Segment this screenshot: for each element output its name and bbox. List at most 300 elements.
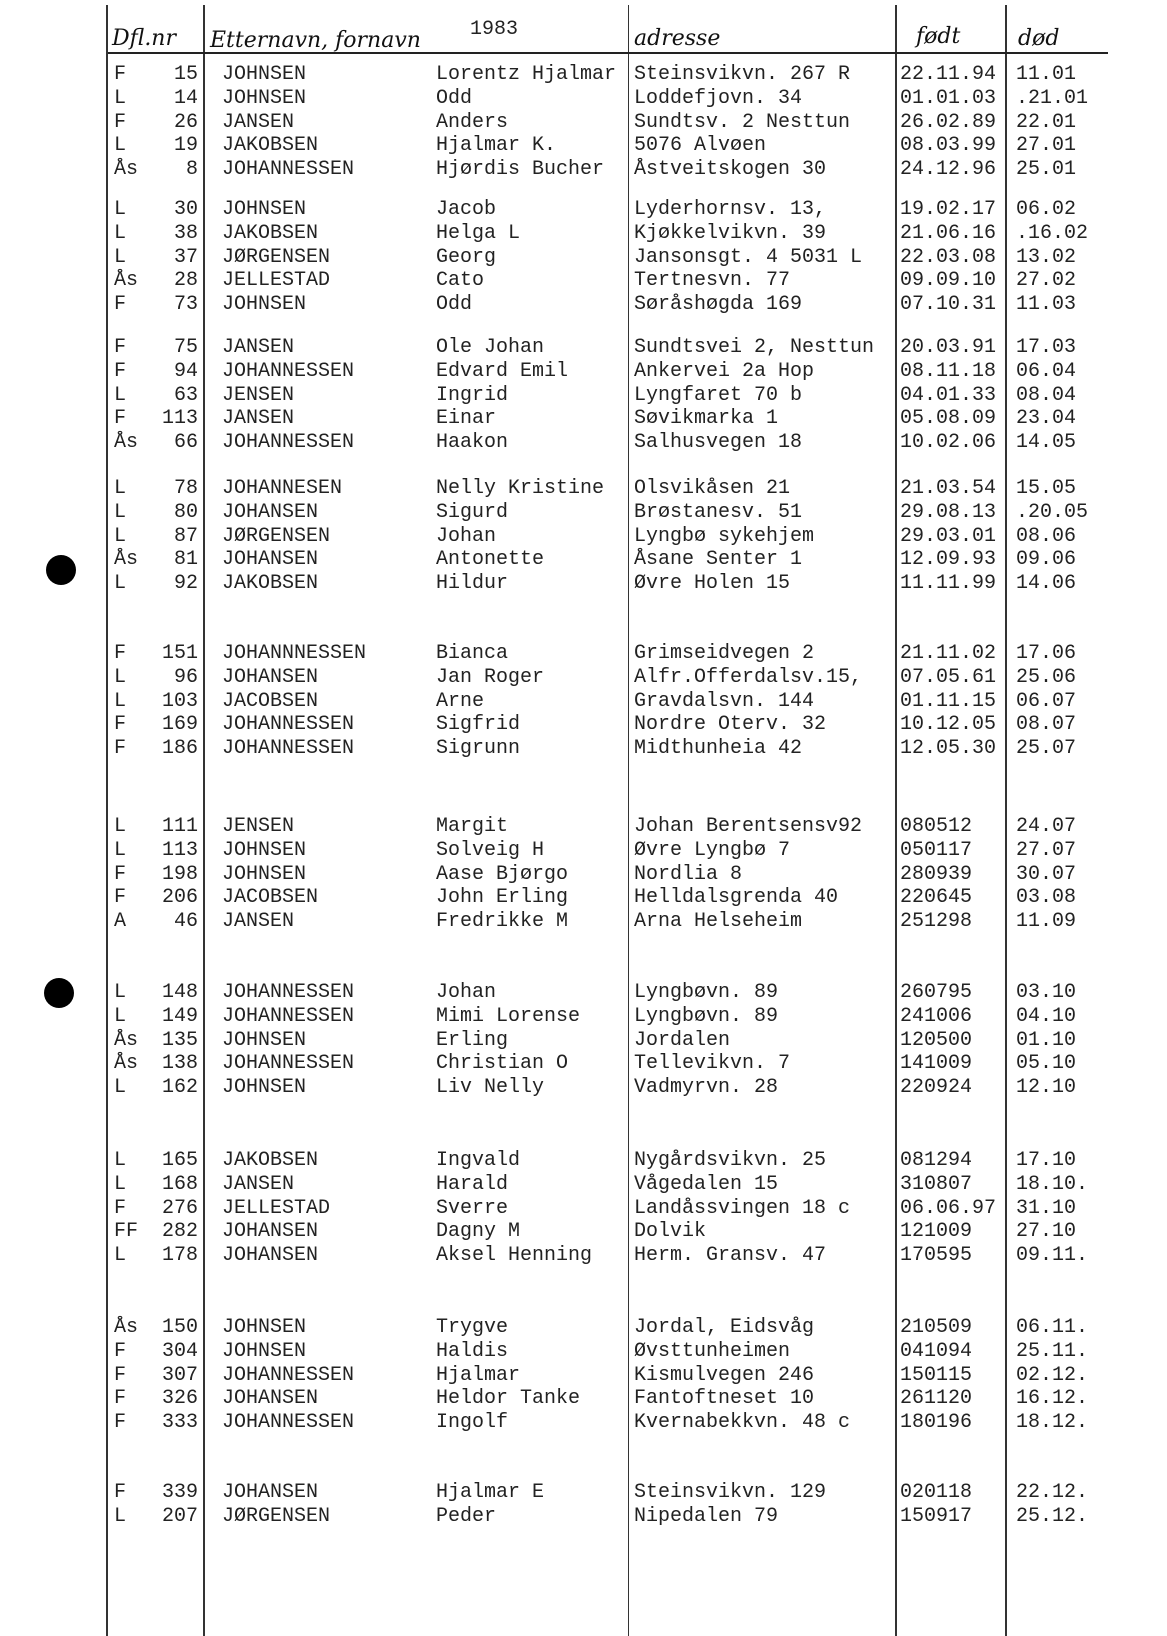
surname: JAKOBSEN <box>222 134 319 158</box>
entry-type: L <box>114 838 127 862</box>
surname: JENSEN <box>222 383 295 407</box>
death-date: 25.01 <box>1016 158 1077 182</box>
address: Steinsvikvn. 267 R <box>634 63 851 86</box>
surname: JØRGENSEN <box>222 245 331 269</box>
address: Grimseidvegen 2 <box>634 642 815 665</box>
surname: JACOBSEN <box>222 689 319 713</box>
table-row <box>0 293 1167 317</box>
entry-number: 150 <box>161 1316 198 1339</box>
first-name: Trygve <box>436 1316 509 1339</box>
first-name: Christian O <box>436 1052 569 1076</box>
table-row <box>0 839 1167 863</box>
death-date: 11.03 <box>1016 293 1077 317</box>
entry-type: Ås <box>114 269 139 293</box>
death-date: 11.09 <box>1016 910 1077 934</box>
surname: JOHANNESEN <box>222 477 343 500</box>
born-date: 01.01.03 <box>900 86 997 110</box>
table-row <box>0 158 1167 182</box>
address: Lyderhornsv. 13, <box>634 198 827 221</box>
first-name: Jacob <box>436 198 497 221</box>
entry-number: 198 <box>161 862 198 886</box>
address: Salhusvegen 18 <box>634 431 803 455</box>
entry-number: 206 <box>161 886 198 910</box>
entry-number: 148 <box>161 981 198 1004</box>
surname: JOHANNESSEN <box>222 431 355 455</box>
death-date: 14.05 <box>1016 431 1077 455</box>
entry-type: F <box>114 336 127 359</box>
born-date: 020118 <box>900 1481 973 1504</box>
entry-type: L <box>114 572 127 596</box>
table-row <box>0 1244 1167 1268</box>
address: Herm. Gransv. 47 <box>634 1244 827 1268</box>
entry-type: A <box>114 910 127 934</box>
born-date: 280939 <box>900 862 973 886</box>
born-date: 150917 <box>900 1504 973 1528</box>
surname: JOHNSEN <box>222 198 307 221</box>
entry-number: 94 <box>173 359 198 383</box>
first-name: Lorentz Hjalmar <box>436 63 617 86</box>
surname: JANSEN <box>222 336 295 359</box>
death-date: 25.12. <box>1016 1504 1089 1528</box>
surname: JANSEN <box>222 407 295 431</box>
death-date: 06.04 <box>1016 359 1077 383</box>
entry-type: L <box>114 524 127 548</box>
death-date: 16.12. <box>1016 1387 1089 1411</box>
born-date: 12.05.30 <box>900 737 997 761</box>
address: Gravdalsvn. 144 <box>634 689 815 713</box>
entry-type: L <box>114 1149 127 1172</box>
table-row <box>0 1364 1167 1388</box>
born-date: 11.11.99 <box>900 572 997 596</box>
first-name: Fredrikke M <box>436 910 569 934</box>
first-name: Margit <box>436 815 509 838</box>
entry-type: L <box>114 1244 127 1268</box>
table-row <box>0 1340 1167 1364</box>
born-date: 09.09.10 <box>900 269 997 293</box>
entry-type: FF <box>114 1220 139 1244</box>
entry-number: 276 <box>161 1196 198 1220</box>
first-name: Cato <box>436 269 485 293</box>
entry-number: 326 <box>161 1387 198 1411</box>
table-row <box>0 246 1167 270</box>
entry-number: 304 <box>161 1339 198 1363</box>
address: Åstveitskogen 30 <box>634 158 827 182</box>
death-date: 12.10 <box>1016 1076 1077 1100</box>
first-name: Edvard Emil <box>436 359 569 383</box>
first-name: Sigrunn <box>436 737 521 761</box>
address: Kvernabekkvn. 48 c <box>634 1411 851 1435</box>
death-date: 18.10. <box>1016 1172 1089 1196</box>
table-row <box>0 572 1167 596</box>
surname: JOHNSEN <box>222 862 307 886</box>
born-date: 26.02.89 <box>900 110 997 134</box>
entry-type: L <box>114 86 127 110</box>
address: Olsvikåsen 21 <box>634 477 791 500</box>
born-date: 06.06.97 <box>900 1196 997 1220</box>
address: 5076 Alvøen <box>634 134 767 158</box>
death-date: 25.06 <box>1016 665 1077 689</box>
table-row <box>0 737 1167 761</box>
born-date: 210509 <box>900 1316 973 1339</box>
address: Åsane Senter 1 <box>634 548 803 572</box>
entry-number: 78 <box>173 477 198 500</box>
born-date: 121009 <box>900 1220 973 1244</box>
table-row <box>0 548 1167 572</box>
table-row <box>0 134 1167 158</box>
address: Midthunheia 42 <box>634 737 803 761</box>
first-name: Haakon <box>436 431 509 455</box>
surname: JOHANSEN <box>222 500 319 524</box>
address: Alfr.Offerdalsv.15, <box>634 665 863 689</box>
entry-type: Ås <box>114 158 139 182</box>
entry-type: Ås <box>114 1052 139 1076</box>
born-date: 07.10.31 <box>900 293 997 317</box>
address: Øvre Lyngbø 7 <box>634 838 791 862</box>
first-name: Heldor Tanke <box>436 1387 581 1411</box>
table-row <box>0 863 1167 887</box>
born-date: 08.11.18 <box>900 359 997 383</box>
first-name: Georg <box>436 245 497 269</box>
entry-type: L <box>114 477 127 500</box>
born-date: 241006 <box>900 1004 973 1028</box>
first-name: Einar <box>436 407 497 431</box>
first-name: Liv Nelly <box>436 1076 545 1100</box>
first-name: Hjalmar <box>436 1363 521 1387</box>
address: Lyngfaret 70 b <box>634 383 803 407</box>
born-date: 21.03.54 <box>900 477 997 500</box>
header-year: 1983 <box>470 18 519 41</box>
first-name: Ingvald <box>436 1149 521 1172</box>
entry-number: 135 <box>161 1028 198 1052</box>
surname: JOHANNESSEN <box>222 158 355 182</box>
table-row <box>0 1220 1167 1244</box>
address: Søvikmarka 1 <box>634 407 779 431</box>
surname: JELLESTAD <box>222 1196 331 1220</box>
entry-number: 38 <box>173 221 198 245</box>
entry-type: F <box>114 1387 127 1411</box>
death-date: 15.05 <box>1016 477 1077 500</box>
address: Nordlia 8 <box>634 862 743 886</box>
first-name: Peder <box>436 1504 497 1528</box>
death-date: 23.04 <box>1016 407 1077 431</box>
death-date: 17.03 <box>1016 336 1077 359</box>
surname: JOHANSEN <box>222 1387 319 1411</box>
table-row <box>0 1316 1167 1340</box>
entry-type: Ås <box>114 431 139 455</box>
address: Øvsttunheimen <box>634 1339 791 1363</box>
surname: JOHNSEN <box>222 1028 307 1052</box>
punch-hole <box>44 978 74 1008</box>
death-date: .16.02 <box>1016 221 1089 245</box>
death-date: 14.06 <box>1016 572 1077 596</box>
entry-number: 8 <box>185 158 198 182</box>
born-date: 120500 <box>900 1028 973 1052</box>
entry-number: 80 <box>173 500 198 524</box>
address: Loddefjovn. 34 <box>634 86 803 110</box>
header-address: adresse <box>634 26 721 51</box>
entry-number: 14 <box>173 86 198 110</box>
first-name: Sigfrid <box>436 713 521 737</box>
first-name: Hjalmar E <box>436 1481 545 1504</box>
table-row <box>0 1197 1167 1221</box>
entry-number: 26 <box>173 110 198 134</box>
entry-type: F <box>114 110 127 134</box>
entry-number: 37 <box>173 245 198 269</box>
table-row <box>0 1387 1167 1411</box>
death-date: 30.07 <box>1016 862 1077 886</box>
address: Kjøkkelvikvn. 39 <box>634 221 827 245</box>
table-row <box>0 1029 1167 1053</box>
entry-number: 151 <box>161 642 198 665</box>
entry-number: 178 <box>161 1244 198 1268</box>
address: Brøstanesv. 51 <box>634 500 803 524</box>
table-row <box>0 910 1167 934</box>
born-date: 050117 <box>900 838 973 862</box>
first-name: Ole Johan <box>436 336 545 359</box>
first-name: Hildur <box>436 572 509 596</box>
surname: JOHANNESSEN <box>222 359 355 383</box>
address: Vadmyrvn. 28 <box>634 1076 779 1100</box>
born-date: 22.03.08 <box>900 245 997 269</box>
first-name: Ingrid <box>436 383 509 407</box>
born-date: 12.09.93 <box>900 548 997 572</box>
address: Sundtsv. 2 Nesttun <box>634 110 851 134</box>
death-date: 08.04 <box>1016 383 1077 407</box>
first-name: Johan <box>436 524 497 548</box>
entry-type: Ås <box>114 1028 139 1052</box>
surname: JOHANNESSEN <box>222 1004 355 1028</box>
death-date: 25.07 <box>1016 737 1077 761</box>
entry-type: L <box>114 221 127 245</box>
entry-type: L <box>114 1076 127 1100</box>
first-name: Odd <box>436 293 473 317</box>
first-name: Helga L <box>436 221 521 245</box>
born-date: 261120 <box>900 1387 973 1411</box>
born-date: 10.02.06 <box>900 431 997 455</box>
entry-number: 28 <box>173 269 198 293</box>
address: Vågedalen 15 <box>634 1172 779 1196</box>
surname: JOHANSEN <box>222 665 319 689</box>
entry-number: 307 <box>161 1363 198 1387</box>
table-row <box>0 269 1167 293</box>
first-name: John Erling <box>436 886 569 910</box>
entry-type: F <box>114 886 127 910</box>
born-date: 150115 <box>900 1363 973 1387</box>
table-row <box>0 713 1167 737</box>
header-name: Etternavn, fornavn <box>210 28 421 53</box>
table-row <box>0 111 1167 135</box>
surname: JOHNSEN <box>222 838 307 862</box>
table-row <box>0 360 1167 384</box>
address: Johan Berentsensv92 <box>634 815 863 838</box>
table-row <box>0 431 1167 455</box>
born-date: 22.11.94 <box>900 63 997 86</box>
surname: JOHNSEN <box>222 1339 307 1363</box>
address: Arna Helseheim <box>634 910 803 934</box>
death-date: 09.11. <box>1016 1244 1089 1268</box>
death-date: 08.06 <box>1016 524 1077 548</box>
first-name: Sigurd <box>436 500 509 524</box>
death-date: 09.06 <box>1016 548 1077 572</box>
death-date: 22.01 <box>1016 110 1077 134</box>
surname: JOHANSEN <box>222 1481 319 1504</box>
surname: JOHANNESSEN <box>222 1363 355 1387</box>
born-date: 20.03.91 <box>900 336 997 359</box>
table-row <box>0 407 1167 431</box>
entry-type: F <box>114 407 127 431</box>
death-date: 04.10 <box>1016 1004 1077 1028</box>
death-date: 27.02 <box>1016 269 1077 293</box>
born-date: 080512 <box>900 815 973 838</box>
address: Nipedalen 79 <box>634 1504 779 1528</box>
born-date: 19.02.17 <box>900 198 997 221</box>
surname: JAKOBSEN <box>222 221 319 245</box>
entry-number: 333 <box>161 1411 198 1435</box>
surname: JANSEN <box>222 1172 295 1196</box>
address: Jordalen <box>634 1028 731 1052</box>
entry-type: L <box>114 689 127 713</box>
address: Øvre Holen 15 <box>634 572 791 596</box>
surname: JOHNSEN <box>222 86 307 110</box>
entry-number: 75 <box>173 336 198 359</box>
address: Jansonsgt. 4 5031 L <box>634 245 863 269</box>
entry-number: 15 <box>173 63 198 86</box>
surname: JAKOBSEN <box>222 1149 319 1172</box>
surname: JENSEN <box>222 815 295 838</box>
born-date: 21.06.16 <box>900 221 997 245</box>
address: Tellevikvn. 7 <box>634 1052 791 1076</box>
born-date: 081294 <box>900 1149 973 1172</box>
born-date: 01.11.15 <box>900 689 997 713</box>
first-name: Nelly Kristine <box>436 477 605 500</box>
entry-type: L <box>114 134 127 158</box>
born-date: 07.05.61 <box>900 665 997 689</box>
first-name: Mimi Lorense <box>436 1004 581 1028</box>
table-row <box>0 63 1167 87</box>
death-date: 17.10 <box>1016 1149 1077 1172</box>
surname: JAKOBSEN <box>222 572 319 596</box>
born-date: 21.11.02 <box>900 642 997 665</box>
entry-number: 169 <box>161 713 198 737</box>
first-name: Arne <box>436 689 485 713</box>
entry-number: 30 <box>173 198 198 221</box>
address: Steinsvikvn. 129 <box>634 1481 827 1504</box>
death-date: 06.07 <box>1016 689 1077 713</box>
first-name: Antonette <box>436 548 545 572</box>
entry-type: F <box>114 713 127 737</box>
surname: JOHANSEN <box>222 1220 319 1244</box>
entry-number: 207 <box>161 1504 198 1528</box>
header-born: født <box>916 24 961 49</box>
first-name: Odd <box>436 86 473 110</box>
born-date: 29.08.13 <box>900 500 997 524</box>
born-date: 05.08.09 <box>900 407 997 431</box>
born-date: 141009 <box>900 1052 973 1076</box>
death-date: 17.06 <box>1016 642 1077 665</box>
death-date: 27.10 <box>1016 1220 1077 1244</box>
surname: JOHANNESSEN <box>222 1052 355 1076</box>
entry-type: L <box>114 1504 127 1528</box>
surname: JOHANNESSEN <box>222 1411 355 1435</box>
header-nr: Dfl.nr <box>112 26 176 51</box>
entry-number: 138 <box>161 1052 198 1076</box>
entry-type: F <box>114 293 127 317</box>
first-name: Haldis <box>436 1339 509 1363</box>
death-date: 03.10 <box>1016 981 1077 1004</box>
address: Fantoftneset 10 <box>634 1387 815 1411</box>
death-date: 08.07 <box>1016 713 1077 737</box>
entry-number: 282 <box>161 1220 198 1244</box>
surname: JACOBSEN <box>222 886 319 910</box>
death-date: 05.10 <box>1016 1052 1077 1076</box>
entry-type: F <box>114 1339 127 1363</box>
surname: JOHANNNESSEN <box>222 642 367 665</box>
surname: JOHANNESSEN <box>222 981 355 1004</box>
surname: JANSEN <box>222 110 295 134</box>
address: Tertnesvn. 77 <box>634 269 791 293</box>
death-date: 24.07 <box>1016 815 1077 838</box>
first-name: Jan Roger <box>436 665 545 689</box>
born-date: 04.01.33 <box>900 383 997 407</box>
born-date: 170595 <box>900 1244 973 1268</box>
table-row <box>0 1481 1167 1505</box>
entry-type: F <box>114 359 127 383</box>
surname: JELLESTAD <box>222 269 331 293</box>
death-date: 18.12. <box>1016 1411 1089 1435</box>
entry-number: 186 <box>161 737 198 761</box>
entry-number: 339 <box>161 1481 198 1504</box>
death-date: 06.11. <box>1016 1316 1089 1339</box>
death-date: 27.07 <box>1016 838 1077 862</box>
entry-number: 111 <box>161 815 198 838</box>
entry-type: L <box>114 500 127 524</box>
first-name: Sverre <box>436 1196 509 1220</box>
death-date: .21.01 <box>1016 86 1089 110</box>
table-row <box>0 336 1167 360</box>
table-row <box>0 1505 1167 1529</box>
address: Lyngbøvn. 89 <box>634 1004 779 1028</box>
address: Sundtsvei 2, Nesttun <box>634 336 875 359</box>
address: Dolvik <box>634 1220 707 1244</box>
first-name: Harald <box>436 1172 509 1196</box>
first-name: Johan <box>436 981 497 1004</box>
death-date: 03.08 <box>1016 886 1077 910</box>
surname: JOHNSEN <box>222 1316 307 1339</box>
entry-type: F <box>114 1196 127 1220</box>
first-name: Hjørdis Bucher <box>436 158 605 182</box>
born-date: 24.12.96 <box>900 158 997 182</box>
entry-number: 96 <box>173 665 198 689</box>
entry-type: L <box>114 383 127 407</box>
table-row <box>0 501 1167 525</box>
death-date: 06.02 <box>1016 198 1077 221</box>
address: Landåssvingen 18 c <box>634 1196 851 1220</box>
born-date: 041094 <box>900 1339 973 1363</box>
entry-number: 113 <box>161 838 198 862</box>
born-date: 10.12.05 <box>900 713 997 737</box>
table-row <box>0 690 1167 714</box>
entry-type: L <box>114 665 127 689</box>
table-row <box>0 198 1167 222</box>
surname: JØRGENSEN <box>222 1504 331 1528</box>
table-row <box>0 1149 1167 1173</box>
entry-type: F <box>114 63 127 86</box>
address: Jordal, Eidsvåg <box>634 1316 815 1339</box>
address: Kismulvegen 246 <box>634 1363 815 1387</box>
address: Nordre Oterv. 32 <box>634 713 827 737</box>
table-row <box>0 886 1167 910</box>
address: Helldalsgrenda 40 <box>634 886 839 910</box>
